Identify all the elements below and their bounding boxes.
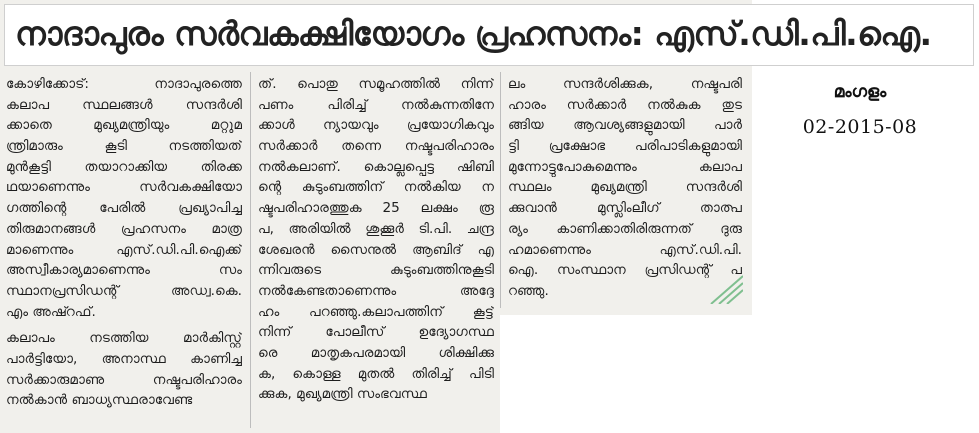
article-text-line: ങ്ങിയ ആവശ്യങ്ങളുമായി പാർ bbox=[508, 117, 742, 134]
article-text-line: ന്റെ കുടുംബത്തിന് നൽകിയ ന bbox=[258, 179, 494, 196]
article-text-line: ഥയാണെന്നും സർവകക്ഷിയോ bbox=[6, 179, 242, 196]
article-text-line: കലാപം നടത്തിയ മാർകിസ്റ്റ് bbox=[6, 330, 242, 347]
article-text-line: മാണെന്നും എസ്.ഡി.പി.ഐക്ക് bbox=[6, 241, 242, 258]
article-text-line: ഹമാണെന്നും എസ്.ഡി.പി. bbox=[508, 241, 742, 258]
headline-banner bbox=[4, 4, 974, 66]
article-text-line: പാർട്ടിയോ, അനാസ്ഥ കാണിച്ച bbox=[6, 350, 242, 367]
article-text-line: കലാപ സ്ഥലങ്ങൾ സന്ദർശി bbox=[6, 96, 242, 113]
article-text-line: മുന്നോട്ടുപോകുമെന്നും കലാപ bbox=[508, 158, 742, 175]
article-text-line: സ്ഥലം മുഖ്യമന്ത്രി സന്ദർശി bbox=[508, 179, 742, 196]
article-column-3 bbox=[508, 74, 742, 302]
article-text-line: ക്കാൾ ന്യായവും പ്രയോഗികവും bbox=[258, 117, 494, 134]
article-text-line: ശേഖരൻ സൈനുൽ ആബിദ് എ bbox=[258, 241, 494, 258]
article-text-line: ന്നിവരുടെ കുടുംബത്തിനുകൂടി bbox=[258, 262, 494, 279]
article-text-line: ട്ടി പ്രക്ഷോഭ പരിപാടികളുമായി bbox=[508, 138, 742, 155]
publication-date: 02-2015-08 bbox=[802, 116, 918, 138]
article-text-line: നൽകാൻ ബാധ്യസ്ഥരാവേണ്ട bbox=[6, 392, 193, 409]
article-text-line: നൽകേണ്ടതാണെന്നും അദ്ദേ bbox=[258, 282, 494, 299]
article-text-line: ത്. പൊതു സമൂഹത്തിൽ നിന്ന് bbox=[258, 76, 494, 92]
article-text-line: പണം പിരിച്ച് നൽകുന്നതിനേ bbox=[258, 96, 494, 113]
article-text-line: ഗത്തിന്റെ പേരിൽ പ്രഖ്യാപിച്ച bbox=[6, 200, 242, 217]
article-text-line: നൽകലാണ്. കൊല്ലപ്പെട്ട ഷിബി bbox=[258, 158, 494, 175]
column-divider bbox=[500, 72, 501, 308]
article-text-line: ഷ്ടപരിഹാരത്തുക 25 ലക്ഷം രൂ bbox=[258, 200, 494, 217]
article-text-line: ക, കൊള്ള മുതൽ തിരിച്ച് പിടി bbox=[258, 365, 494, 382]
article-column-2 bbox=[258, 74, 494, 405]
article-text-line: ഹം പറഞ്ഞു.കലാപത്തിന് കൂട്ട് bbox=[258, 303, 494, 320]
article-text-line: രെ മാതൃകപരമായി ശിക്ഷിക്കു bbox=[258, 344, 494, 361]
article-headline: നാദാപുരം സർവകക്ഷിയോഗം പ്രഹസനം: എസ്.ഡി.പി.ഐ. bbox=[15, 14, 932, 53]
newspaper-name: മംഗളം bbox=[833, 82, 887, 102]
article-text-line: കോഴിക്കോട്: നാദാപുരത്തെ bbox=[6, 76, 242, 92]
article-text-line: അസ്വീകാര്യമാണെന്നും സം bbox=[6, 262, 242, 279]
article-text-line: നിന്ന് പോലീസ് ഉദ്യോഗസ്ഥ bbox=[258, 324, 494, 341]
article-text-line: സർക്കാർ തന്നെ നഷ്ടപരിഹാരം bbox=[258, 138, 494, 155]
article-text-line: ഐ. സംസ്ഥാന പ്രസിഡന്റ് പ bbox=[508, 262, 742, 279]
article-text-line: സർക്കാരുമാണു നഷ്ടപരിഹാരം bbox=[6, 371, 242, 388]
article-text-line: പ, അരിയിൽ ശുക്കൂർ ടി.പി. ചന്ദ്ര bbox=[258, 220, 494, 237]
article-column-1 bbox=[6, 74, 242, 411]
article-text-line: തിരുമാനങ്ങൾ പ്രഹസനം മാത്ര bbox=[6, 220, 242, 237]
article-text-line: മുൻകൂട്ടി തയാറാക്കിയ തിരക്ക bbox=[6, 158, 242, 175]
article-text-line: റഞ്ഞു. bbox=[508, 282, 549, 299]
clipping-cutout bbox=[500, 315, 752, 433]
article-text-line: ന്ത്രിമാരും കൂടി നടത്തിയത് bbox=[6, 138, 242, 155]
article-text-line: സ്ഥാനപ്രസിഡന്റ് അഡ്വ.കെ. bbox=[6, 282, 242, 299]
corner-stripes-decoration bbox=[697, 270, 743, 304]
article-text-line: ക്കുവാൻ മുസ്ലിംലീഗ് താത്പ bbox=[508, 200, 742, 217]
article-text-line: ക്കുക, മുഖ്യമന്ത്രി സംഭവസ്ഥ bbox=[258, 386, 427, 403]
article-text-line: ക്കാതെ മുഖ്യമന്ത്രിയും മറ്റുമ bbox=[6, 117, 242, 134]
article-text-line: ര്യം കാണിക്കാതിരിരുന്നത് ദുരു bbox=[508, 220, 742, 237]
article-text-line: ലം സന്ദർശിക്കുക, നഷ്ടപരി bbox=[508, 76, 742, 92]
article-text-line: ഹാരം സർക്കാർ നൽകുക തുട bbox=[508, 96, 742, 113]
column-divider bbox=[250, 72, 251, 428]
article-text-line: എം അഷ്റഫ്. bbox=[6, 303, 96, 320]
